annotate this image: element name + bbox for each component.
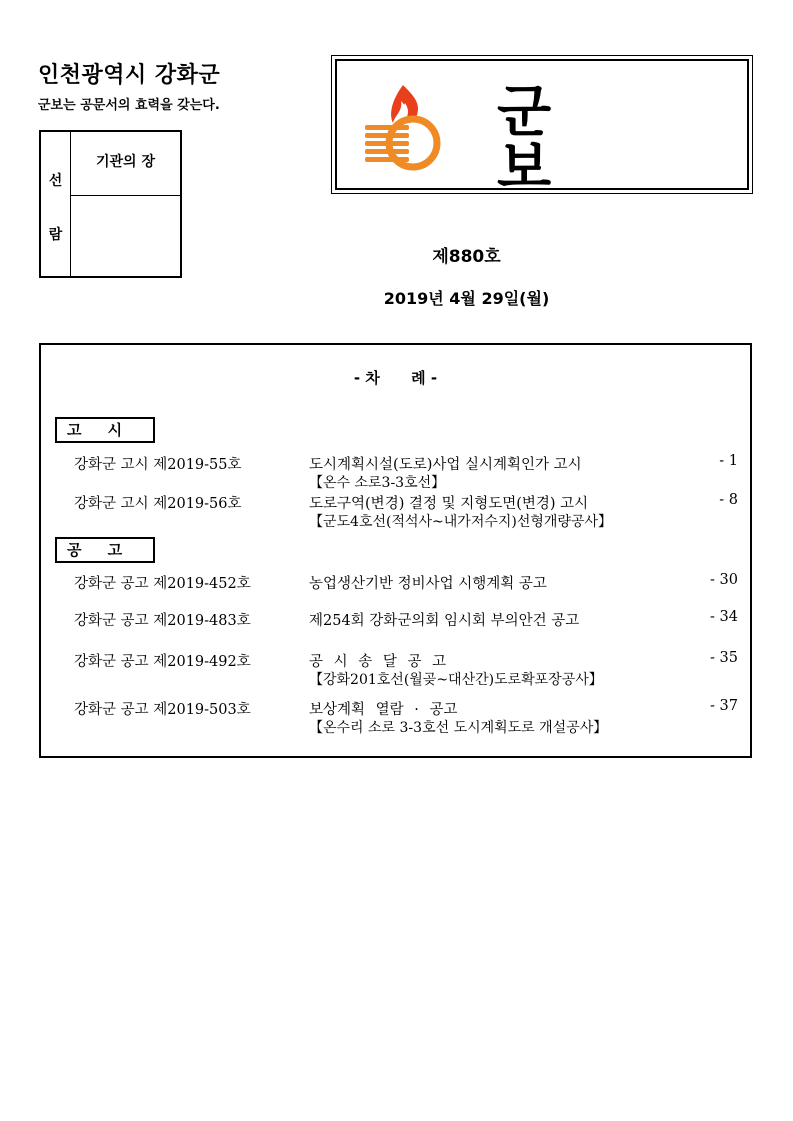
entry-number: 강화군 공고 제2019-483호 xyxy=(74,613,251,629)
entry-number: 강화군 고시 제2019-56호 xyxy=(74,496,242,512)
entry-title: 공 시 송 달 공 고 xyxy=(309,654,450,670)
entry-title: 도시계획시설(도로)사업 실시계획인가 고시 xyxy=(309,457,582,473)
table-of-contents xyxy=(39,343,752,758)
entry-page: - 30 xyxy=(710,572,738,588)
toc-title: - 차 례 - xyxy=(353,369,438,387)
entry-number: 강화군 공고 제2019-492호 xyxy=(74,654,251,670)
masthead-inner-border xyxy=(335,59,749,201)
entry-number: 강화군 공고 제2019-452호 xyxy=(74,576,251,592)
entry-number: 강화군 고시 제2019-55호 xyxy=(74,457,242,473)
entry-page: - 8 xyxy=(719,492,738,508)
issue-date: 2019년 4월 29일(월) xyxy=(383,289,550,308)
entry-page: - 35 xyxy=(710,650,738,666)
entry-title: 보상계획 열람 · 공고 xyxy=(309,702,458,718)
review-label-ram: 람 xyxy=(48,227,63,243)
entry-subtitle: 【온수리 소로 3-3호선 도시계획도로 개설공사】 xyxy=(309,720,608,736)
entry-page: - 37 xyxy=(710,698,738,714)
masthead xyxy=(331,55,753,201)
section-header-gosi: 고 시 xyxy=(55,417,155,443)
entry-title: 제254회 강화군의회 임시회 부의안건 공고 xyxy=(309,613,580,629)
entry-title: 농업생산기반 정비사업 시행계획 공고 xyxy=(309,576,547,592)
entry-number: 강화군 공고 제2019-503호 xyxy=(74,702,251,718)
review-header-cell xyxy=(71,132,180,196)
entry-title: 도로구역(변경) 결정 및 지형도면(변경) 고시 xyxy=(309,496,589,512)
entry-page: - 1 xyxy=(719,453,738,469)
review-label-seon: 선 xyxy=(48,173,63,189)
entry-subtitle: 【강화201호선(월곶~대산간)도로확포장공사】 xyxy=(309,672,603,688)
entry-subtitle: 【군도4호선(적석사~내가저수지)선형개량공사】 xyxy=(309,514,612,530)
entry-page: - 34 xyxy=(710,609,738,625)
issue-number: 제880호 xyxy=(432,247,501,267)
masthead-title: 군 보 xyxy=(497,80,624,201)
section-header-gonggo: 공 고 xyxy=(55,537,155,563)
organization-name: 인천광역시 강화군 xyxy=(38,63,221,88)
county-emblem-logo xyxy=(361,81,451,171)
organization-subtitle: 군보는 공문서의 효력을 갖는다. xyxy=(38,98,220,113)
review-header-label: 기관의 장 xyxy=(96,153,155,170)
entry-subtitle: 【온수 소로3-3호선】 xyxy=(309,475,446,491)
